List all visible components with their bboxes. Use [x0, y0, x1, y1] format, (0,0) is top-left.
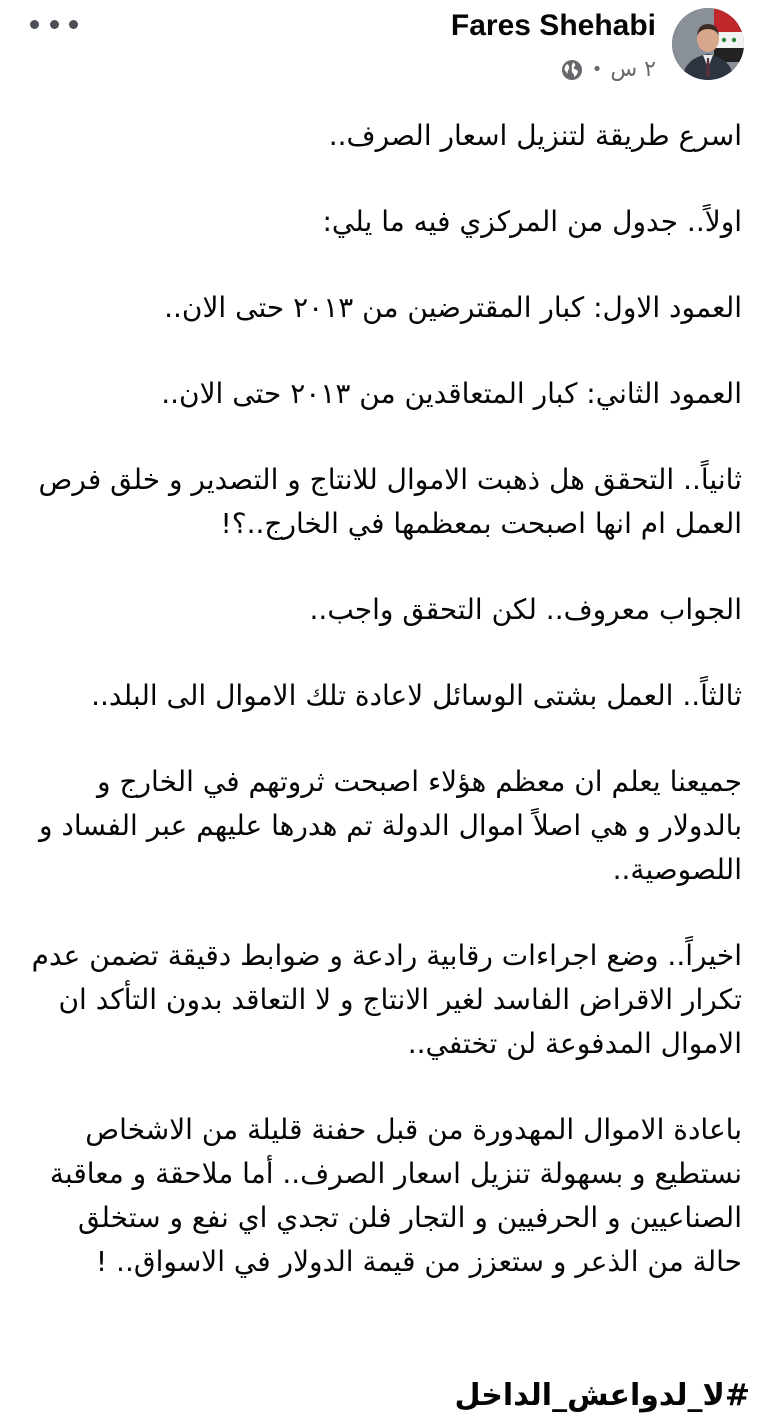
more-options-icon-dot	[50, 20, 59, 29]
post-paragraph: جميعنا يعلم ان معظم هؤلاء اصبحت ثروتهم في الخارج و بالدولار و هي اصلاً اموال الدولة تم هدرها عليهم عبر الفساد و اللصوصية..	[38, 765, 742, 886]
post-paragraph: اسرع طريقة لتنزيل اسعار الصرف..	[328, 119, 742, 152]
more-options-icon	[30, 20, 39, 29]
hashtag-link[interactable]: #لا_لدواعش_الداخل	[454, 1378, 750, 1413]
meta-separator: •	[591, 59, 603, 80]
post-meta	[560, 56, 656, 84]
post-paragraph: ثالثاً.. العمل بشتى الوسائل لاعادة تلك الاموال الى البلد..	[91, 679, 742, 712]
author-name[interactable]: Fares Shehabi	[450, 9, 656, 42]
post-paragraph: العمود الثاني: كبار المتعاقدين من ٢٠١٣ حتى الان..	[161, 377, 742, 410]
post-paragraph: باعادة الاموال المهدورة من قبل حفنة قليلة من الاشخاص نستطيع و بسهولة تنزيل اسعار الصرف.. أما ملاحقة و معاقبة الصناعيين و الحرفيين و التجار فلن تجدي اي نفع و ستخلق حالة من الذعر و ستعزز من قيمة الدولار في الاسواق.. !	[49, 1113, 742, 1278]
post-time[interactable]: ٢ س	[610, 57, 656, 82]
post-paragraph: اخيراً.. وضع اجراءات رقابية رادعة و ضوابط دقيقة تضمن عدم تكرار الاقراض الفاسد لغير الانتاج و لا التعاقد بدون التأكد ان الاموال المدفوعة لن تختفي..	[31, 939, 742, 1060]
post-header	[0, 0, 768, 100]
more-options-icon-dot	[69, 20, 78, 29]
post-body	[22, 114, 742, 1284]
post-paragraph: اولاً.. جدول من المركزي فيه ما يلي:	[322, 205, 742, 238]
post-paragraph: العمود الاول: كبار المقترضين من ٢٠١٣ حتى الان..	[164, 291, 742, 324]
post-paragraph: الجواب معروف.. لكن التحقق واجب..	[309, 593, 742, 626]
post-paragraph: ثانياً.. التحقق هل ذهبت الاموال للانتاج و التصدير و خلق فرص العمل ام انها اصبحت بمعظمها في الخارج..؟!	[38, 463, 742, 540]
more-options-button[interactable]	[30, 8, 78, 40]
avatar[interactable]	[672, 8, 744, 80]
globe-icon[interactable]	[560, 58, 584, 82]
